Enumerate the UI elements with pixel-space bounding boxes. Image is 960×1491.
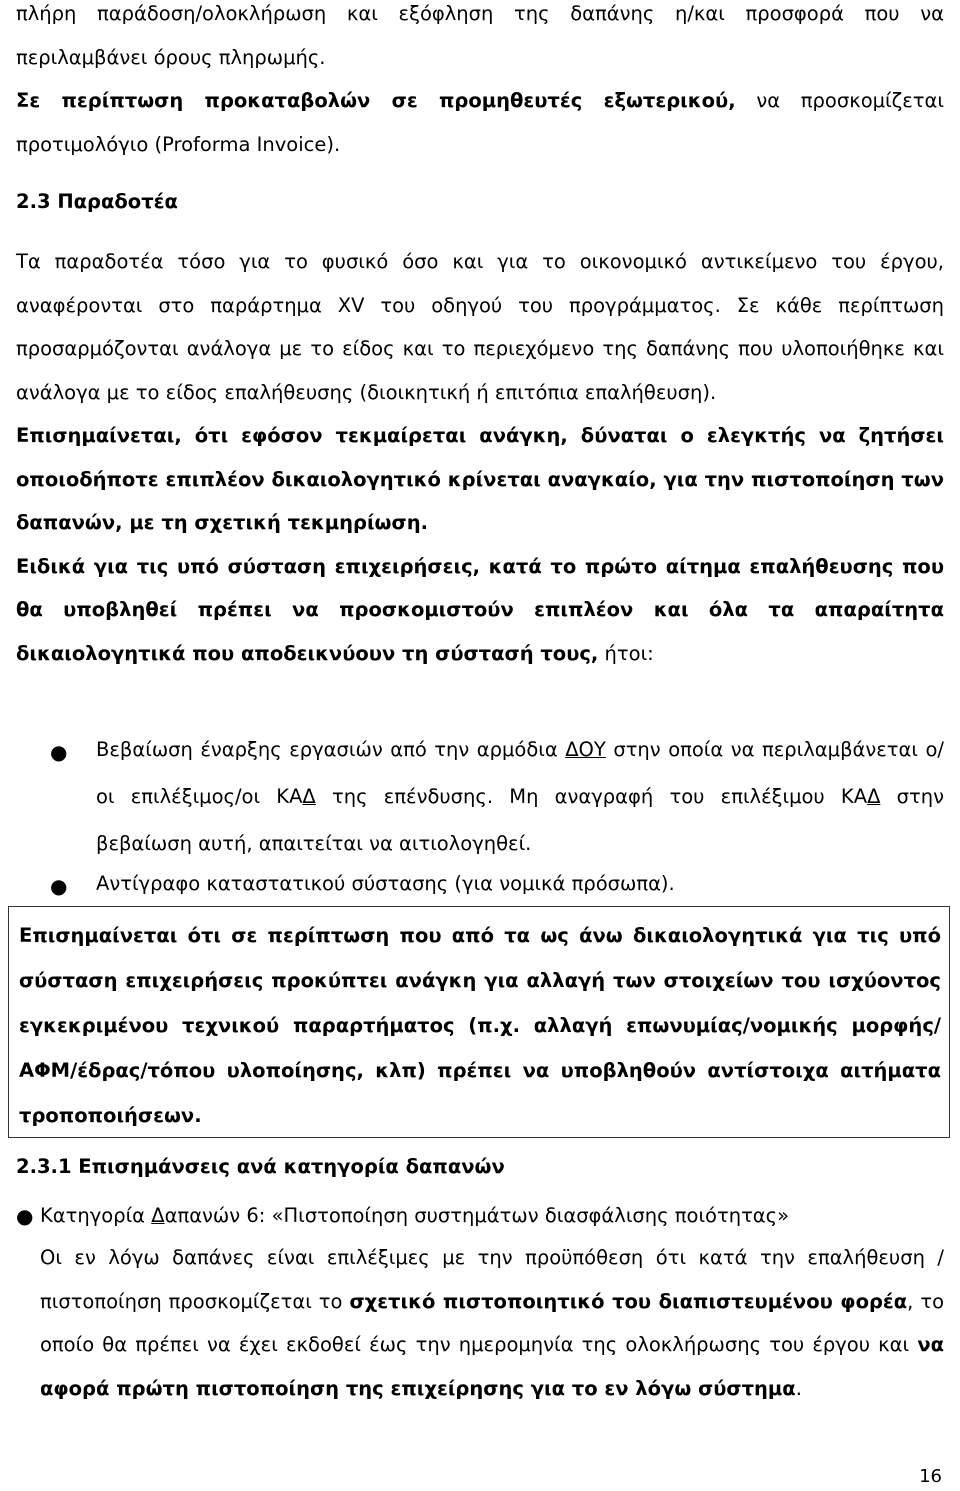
category-item: Κατηγορία Δαπανών 6: «Πιστοποίηση συστημάτων διασφάλισης ποιότητας» [40,1204,790,1227]
paragraph-deliverables: Τα παραδοτέα τόσο για το φυσικό όσο και για το οικονομικό αντικείμενο του έργου, αναφέρονται στο παράρτημα XV του οδηγού του προγράμματος. Σε κάθε περίπτωση προσαρμόζονται ανάλογα με το είδος και το περιεχόμενο της δαπάνης που υλοποιήθηκε και ανάλογα με το είδος επαλήθευσης (διοικητική ή επιτόπια επαλήθευση). Επισημαίνεται, ότι εφόσον τεκμαίρεται ανάγκη, δύναται ο ελεγκτής να ζητήσει οποιοδήποτε επιπλέον δικαιολογητικό κρίνεται αναγκαίο, για την πιστοποίηση των δαπανών, με τη σχετική τεκμηρίωση. Ειδικά για τις υπό σύσταση επιχειρήσεις, κατά το πρώτο αίτημα επαλήθευσης που θα υποβληθεί πρέπει να προσκομιστούν επιπλέον και όλα τα απαραίτητα δικαιολογητικά που αποδεικνύουν τη σύστασή τους, ήτοι: [16,250,944,665]
notice-text: Επισημαίνεται ότι σε περίπτωση που από τα ως άνω δικαιολογητικά για τις υπό σύσταση επιχειρήσεις προκύπτει ανάγκη για αλλαγή των στοιχείων του ισχύοντος εγκεκριμένου τεχνικού παραρτήματος (π.χ. αλλαγή επωνυμίας/νομικής μορφής/ΑΦΜ/έδρας/τόπου υλοποίησης, κλπ) πρέπει να υποβληθούν αντίστοιχα αιτήματα τροποποιήσεων. [19,924,941,1127]
page-number: 16 [919,1466,942,1487]
section-heading: 2.3 Παραδοτέα [16,190,178,213]
bullet-icon: ● [50,874,68,898]
subsection-heading: 2.3.1 Επισημάνσεις ανά κατηγορία δαπανών [16,1155,505,1178]
notice-box [8,906,950,1138]
bullet-icon: ● [50,740,68,764]
category-description: Οι εν λόγω δαπάνες είναι επιλέξιμες με την προϋπόθεση ότι κατά την επαλήθευση /πιστοποίηση προσκομίζεται το σχετικό πιστοποιητικό του διαπιστευμένου φορέα, το οποίο θα πρέπει να έχει εκδοθεί έως την ημερομηνία της ολοκλήρωσης του έργου και να αφορά πρώτη πιστοποίηση της επιχείρησης για το εν λόγω σύστημα. [40,1246,944,1400]
list-item: Βεβαίωση έναρξης εργασιών από την αρμόδια ΔΟΥ στην οποία να περιλαμβάνεται ο/οι επιλέξιμος/οι ΚΑΔ της επένδυσης. Μη αναγραφή του επιλέξιμου ΚΑΔ στην βεβαίωση αυτή, απαιτείται να αιτιολογηθεί. [96,738,945,855]
list-item: Αντίγραφο καταστατικού σύστασης (για νομικά πρόσωπα). [96,872,675,895]
paragraph-continuation: πλήρη παράδοση/ολοκλήρωση και εξόφληση της δαπάνης η/και προσφορά που να περιλαμβάνει όρους πληρωμής. Σε περίπτωση προκαταβολών σε προμηθευτές εξωτερικού, να προσκομίζεται προτιμολόγιο (Proforma Invoice). [16,2,944,156]
bullet-icon: ● [16,1204,34,1228]
